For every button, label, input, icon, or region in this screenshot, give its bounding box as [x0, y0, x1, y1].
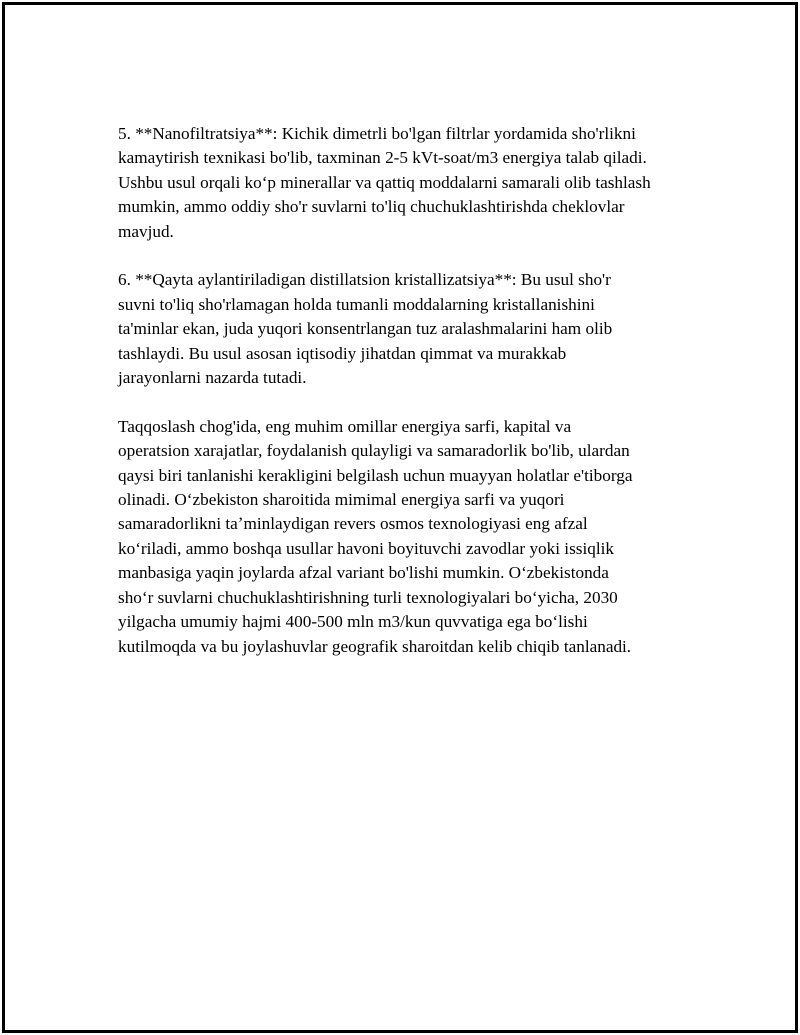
text-line: kutilmoqda va bu joylashuvlar geografik sharoitdan kelib chiqib tanlanadi.: [118, 636, 632, 656]
text-line: koʻriladi, ammo boshqa usullar havoni boyituvchi zavodlar yoki issiqlik: [118, 538, 614, 558]
text-line: 6. **Qayta aylantiriladigan distillatsion kristallizatsiya**: Bu usul sho'r: [118, 270, 611, 290]
text-line: samaradorlikni taʼminlaydigan revers osmos texnologiyasi eng afzal: [118, 514, 588, 534]
text-line: shoʻr suvlarni chuchuklashtirishning turli texnologiyalari boʻyicha, 2030: [118, 587, 618, 607]
text-line: 5. **Nanofiltratsiya**: Kichik dimetrli bo'lgan filtrlar yordamida sho'rlikni: [118, 124, 636, 143]
text-line: yilgacha umumiy hajmi 400-500 mln m3/kun quvvatiga ega boʻlishi: [118, 612, 588, 632]
text-line: mumkin, ammo oddiy sho'r suvlarni to'liq chuchuklashtirishda cheklovlar: [118, 197, 625, 217]
document-body: [118, 122, 708, 683]
text-line: operatsion xarajatlar, foydalanish qulayligi va samaradorlik bo'lib, ulardan: [118, 441, 630, 461]
document-page: [2, 2, 798, 1033]
paragraph-distillation-crystallization: [118, 268, 708, 390]
text-line: manbasiga yaqin joylarda afzal variant bo'lishi mumkin. Oʻzbekistonda: [118, 563, 609, 583]
text-line: suvni to'liq sho'rlamagan holda tumanli moddalarning kristallanishini: [118, 294, 595, 314]
text-line: ta'minlar ekan, juda yuqori konsentrlangan tuz aralashmalarini ham olib: [118, 319, 613, 339]
text-line: jarayonlarni nazarda tutadi.: [118, 368, 307, 388]
text-line: kamaytirish texnikasi bo'lib, taxminan 2-5 kVt-soat/m3 energiya talab qiladi.: [118, 148, 647, 168]
text-line: Taqqoslash chog'ida, eng muhim omillar energiya sarfi, kapital va: [118, 416, 572, 436]
paragraph-comparison: [118, 415, 708, 659]
text-line: mavjud.: [118, 221, 174, 241]
text-line: tashlaydi. Bu usul asosan iqtisodiy jihatdan qimmat va murakkab: [118, 343, 567, 363]
text-line: qaysi biri tanlanishi kerakligini belgilash uchun muayyan holatlar e'tiborga: [118, 465, 633, 485]
paragraph-nanofiltration: [118, 122, 708, 244]
text-line: Ushbu usul orqali koʻp minerallar va qattiq moddalarni samarali olib tashlash: [118, 172, 651, 192]
text-line: olinadi. Oʻzbekiston sharoitida mimimal energiya sarfi va yuqori: [118, 490, 565, 510]
